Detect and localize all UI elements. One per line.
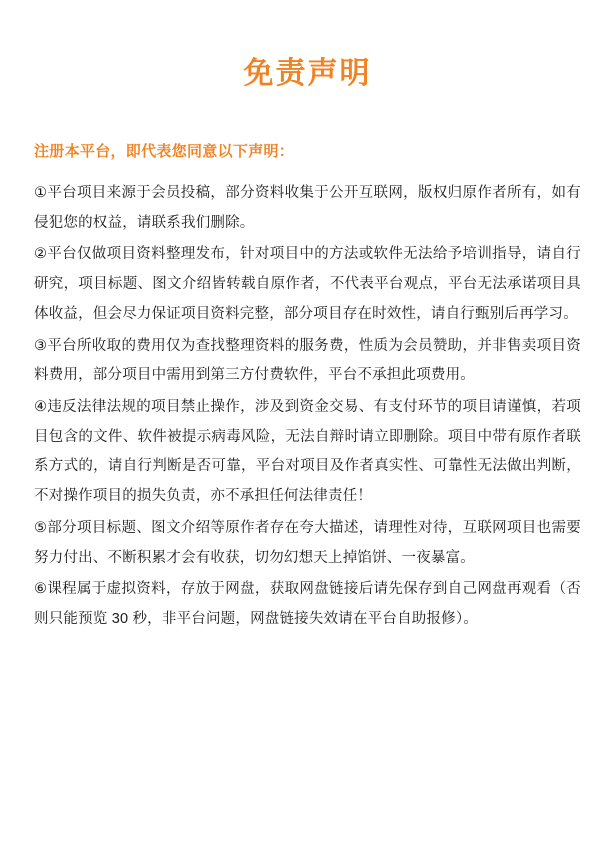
clause-paragraph-2: ②平台仅做项目资料整理发布，针对项目中的方法或软件无法给予培训指导，请自行研究，项目标题、图文介绍皆转载自原作者，不代表平台观点，平台无法承诺项目具体收益，但会尽力保证项目资料完整，部分项目存在时效性，请自行甄别后再学习。 bbox=[34, 246, 581, 322]
clause-paragraph-3: ③平台所收取的费用仅为查找整理资料的服务费，性质为会员赞助，并非售卖项目资料费用，部分项目中需用到第三方付费软件，平台不承担此项费用。 bbox=[34, 337, 581, 384]
clause-paragraph-1: ①平台项目来源于会员投稿，部分资料收集于公开互联网，版权归原作者所有，如有侵犯您的权益，请联系我们删除。 bbox=[34, 185, 581, 231]
consent-statement: 注册本平台，即代表您同意以下声明： bbox=[34, 143, 295, 160]
clause-paragraph-4: ④违反法律法规的项目禁止操作，涉及到资金交易、有支付环节的项目请谨慎，若项目包含的文件、软件被提示病毒风险，无法自辩时请立即删除。项目中带有原作者联系方式的，请自行判断是否可靠，平台对项目及作者真实性、可靠性无法做出判断，不对操作项目的损失负责，亦不承担任何法律责任！ bbox=[34, 399, 581, 505]
page-title: 免责声明 bbox=[243, 57, 372, 90]
clause-paragraph-5: ⑤部分项目标题、图文介绍等原作者存在夸大描述，请理性对待，互联网项目也需要努力付出、不断积累才会有收获，切勿幻想天上掉馅饼、一夜暴富。 bbox=[34, 519, 581, 566]
clause-paragraph-6: ⑥课程属于虚拟资料，存放于网盘，获取网盘链接后请先保存到自己网盘再观看（否则只能预览 30 秒，非平台问题，网盘链接失效请在平台自助报修）。 bbox=[34, 581, 581, 628]
